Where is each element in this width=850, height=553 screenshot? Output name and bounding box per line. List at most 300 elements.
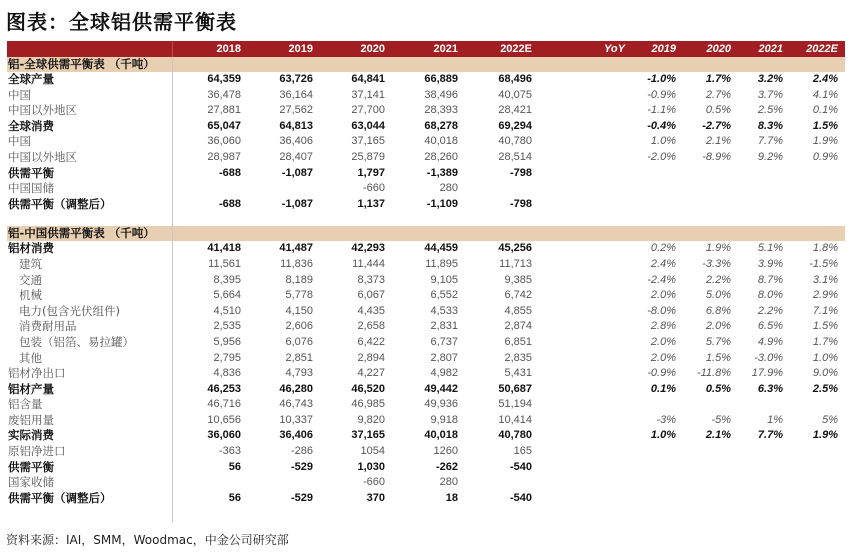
yoy-cell: [625, 397, 676, 413]
header-yoy-2019: 2019: [651, 43, 676, 55]
yoy-cell: -11.8%: [696, 367, 731, 380]
table-row: [7, 288, 845, 304]
row-label: 建筑: [19, 256, 42, 271]
row-label: 中国国储: [8, 181, 54, 196]
yoy-cell: 0.5%: [705, 382, 731, 395]
table-row: [7, 103, 845, 119]
table-row: [7, 273, 845, 289]
value-cell: 42,293: [351, 242, 385, 255]
yoy-cell: -5%: [711, 413, 731, 426]
header-yoy-2022e: 2022E: [806, 43, 838, 55]
header-label-cell: [7, 41, 165, 57]
table-row: [7, 397, 845, 413]
value-cell: 45,256: [498, 242, 532, 255]
yoy-cell: 5.7%: [705, 335, 731, 348]
yoy-cell: [783, 444, 838, 460]
value-cell: 11,895: [425, 257, 458, 270]
row-label: 中国以外地区: [8, 149, 77, 164]
yoy-spacer: [532, 491, 625, 507]
value-cell: 46,520: [351, 382, 385, 395]
value-cell: 11,713: [499, 257, 532, 270]
value-cell: -1,109: [426, 197, 458, 210]
value-cell: 46,253: [207, 382, 241, 395]
yoy-cell: 1.5%: [812, 119, 838, 132]
row-label: 电力(包含光伏组件): [19, 303, 120, 318]
yoy-cell: 2.1%: [705, 135, 731, 148]
value-cell: 4,227: [357, 367, 385, 380]
value-cell: 9,385: [504, 273, 532, 286]
yoy-cell: 9.0%: [812, 367, 838, 380]
value-cell: 8,395: [213, 273, 241, 286]
yoy-cell: -0.9%: [647, 88, 676, 101]
yoy-cell: [625, 181, 676, 197]
value-cell: 2,851: [285, 351, 313, 364]
value-cell: 6,742: [504, 289, 532, 302]
value-cell: 4,510: [213, 304, 241, 317]
yoy-cell: -8.0%: [647, 304, 676, 317]
value-cell: -540: [509, 491, 532, 504]
yoy-cell: 1.0%: [812, 351, 838, 364]
value-cell: 68,496: [498, 73, 532, 85]
yoy-spacer: [532, 103, 625, 119]
table-row: [7, 241, 845, 257]
row-label: 消费耐用品: [19, 319, 77, 334]
yoy-cell: 2.5%: [812, 382, 838, 395]
value-cell: 1,030: [357, 460, 385, 473]
china-rows: [7, 241, 845, 506]
yoy-cell: 9.2%: [757, 150, 783, 163]
header-year-2020: 2020: [360, 43, 385, 55]
yoy-cell: -0.4%: [647, 119, 676, 132]
yoy-cell: [676, 197, 731, 213]
table-row: [7, 150, 845, 166]
value-cell: 66,889: [424, 73, 458, 85]
row-label: 供需平衡（调整后）: [8, 196, 112, 211]
figure-title: 图表：全球铝供需平衡表: [6, 10, 237, 34]
value-cell: 46,743: [279, 398, 313, 411]
value-cell: 28,393: [424, 104, 458, 117]
yoy-cell: 1.7%: [812, 335, 838, 348]
value-cell: 2,606: [285, 320, 313, 333]
yoy-cell: [625, 475, 676, 491]
yoy-cell: 2.4%: [812, 73, 838, 85]
table-row: [7, 119, 845, 135]
row-label: 供需平衡: [8, 165, 54, 180]
table-row: [7, 428, 845, 444]
yoy-cell: 1.9%: [705, 242, 731, 255]
value-cell: 5,664: [213, 289, 241, 302]
value-cell: [165, 475, 241, 491]
value-cell: 37,165: [351, 135, 385, 148]
yoy-cell: [783, 166, 838, 182]
value-cell: 49,442: [424, 382, 458, 395]
header-column-divider: [172, 41, 173, 57]
value-cell: -1,087: [281, 166, 313, 179]
value-cell: 5,431: [504, 367, 532, 380]
yoy-spacer: [532, 288, 625, 304]
yoy-cell: 1.9%: [812, 429, 838, 442]
value-cell: 5,778: [285, 289, 313, 302]
value-cell: [165, 181, 241, 197]
yoy-cell: [731, 475, 783, 491]
global-rows: [7, 72, 845, 212]
yoy-cell: 2.0%: [650, 335, 676, 348]
yoy-cell: -1.1%: [647, 104, 676, 117]
yoy-spacer: [532, 119, 625, 135]
yoy-cell: 5%: [822, 413, 838, 426]
yoy-cell: [731, 197, 783, 213]
value-cell: -363: [218, 445, 241, 458]
yoy-spacer: [532, 475, 625, 491]
header-yoy-2020: 2020: [706, 43, 731, 55]
value-cell: 64,813: [279, 119, 313, 132]
yoy-spacer: [532, 319, 625, 335]
header-year-2022e: 2022E: [500, 43, 532, 55]
value-cell: 2,535: [213, 320, 241, 333]
row-label: 供需平衡（调整后）: [8, 490, 112, 505]
yoy-cell: 0.2%: [650, 242, 676, 255]
yoy-cell: -3%: [656, 413, 676, 426]
value-cell: 2,831: [430, 320, 458, 333]
row-label: 铝材产量: [8, 381, 54, 396]
yoy-cell: 1.5%: [705, 351, 731, 364]
value-cell: 11,444: [352, 257, 385, 270]
yoy-cell: 2.8%: [650, 320, 676, 333]
yoy-cell: 2.4%: [650, 257, 676, 270]
value-cell: 37,141: [351, 88, 385, 101]
row-label: 国家收储: [8, 475, 54, 490]
row-label: 废铝用量: [8, 412, 54, 427]
value-cell: 2,874: [504, 320, 532, 333]
yoy-cell: [783, 460, 838, 476]
value-cell: 65,047: [207, 119, 241, 132]
value-cell: 37,165: [351, 429, 385, 442]
yoy-cell: [731, 444, 783, 460]
yoy-cell: 5.0%: [705, 289, 731, 302]
value-cell: 36,060: [207, 135, 241, 148]
source-note: 资料来源：IAI，SMM，Woodmac，中金公司研究部: [6, 533, 289, 547]
value-cell: 25,879: [351, 150, 385, 163]
table-row: [7, 304, 845, 320]
table-row: [7, 413, 845, 429]
value-cell: -660: [362, 182, 385, 195]
value-cell: 44,459: [424, 242, 458, 255]
value-cell: 63,726: [279, 73, 313, 85]
row-label: 全球产量: [8, 72, 54, 86]
row-label: 包装（铝箔、易拉罐）: [19, 334, 134, 349]
value-cell: 2,894: [357, 351, 385, 364]
value-cell: 41,418: [207, 242, 241, 255]
value-cell: 2,835: [504, 351, 532, 364]
value-cell: 28,421: [498, 104, 532, 117]
section-title-china: 铝-中国供需平衡表 （千吨）: [8, 226, 155, 241]
yoy-spacer: [532, 428, 625, 444]
table-row: [7, 491, 845, 507]
yoy-cell: 2.7%: [705, 88, 731, 101]
value-cell: -262: [435, 460, 458, 473]
yoy-spacer: [532, 241, 625, 257]
value-cell: 8,189: [285, 273, 313, 286]
table-header-row: [7, 41, 845, 57]
value-cell: 9,820: [357, 413, 385, 426]
value-cell: 4,150: [285, 304, 313, 317]
yoy-cell: [731, 491, 783, 507]
yoy-cell: [625, 166, 676, 182]
value-cell: 49,936: [424, 398, 458, 411]
yoy-spacer: [532, 413, 625, 429]
yoy-spacer: [532, 304, 625, 320]
value-cell: 36,164: [279, 88, 313, 101]
header-year-2021: 2021: [433, 43, 458, 55]
value-cell: 8,373: [357, 273, 385, 286]
yoy-cell: -8.9%: [702, 150, 731, 163]
value-cell: [241, 181, 313, 197]
value-cell: 46,716: [207, 398, 241, 411]
yoy-cell: 3.2%: [757, 73, 783, 85]
yoy-spacer: [532, 72, 625, 88]
yoy-cell: -3.3%: [702, 257, 731, 270]
value-cell: 36,406: [279, 135, 313, 148]
row-label: 实际消费: [8, 428, 54, 443]
yoy-cell: 6.5%: [757, 320, 783, 333]
yoy-cell: 1.7%: [705, 73, 731, 85]
row-label: 铝材消费: [8, 241, 54, 256]
value-cell: 68,278: [424, 119, 458, 132]
value-cell: 28,407: [279, 150, 313, 163]
column-divider: [172, 41, 173, 522]
value-cell: 2,795: [213, 351, 241, 364]
value-cell: 46,985: [351, 398, 385, 411]
yoy-cell: 7.7%: [757, 135, 783, 148]
value-cell: 40,075: [498, 88, 532, 101]
yoy-cell: 17.9%: [751, 367, 783, 380]
yoy-cell: [625, 197, 676, 213]
value-cell: 56: [228, 460, 241, 473]
yoy-cell: 2.0%: [705, 320, 731, 333]
header-year-2019: 2019: [288, 43, 313, 55]
value-cell: 2,807: [430, 351, 458, 364]
value-cell: [458, 181, 532, 197]
value-cell: -688: [218, 197, 241, 210]
yoy-cell: -0.9%: [647, 367, 676, 380]
yoy-cell: [676, 460, 731, 476]
value-cell: 280: [439, 476, 458, 489]
yoy-spacer: [532, 351, 625, 367]
value-cell: 41,487: [279, 242, 313, 255]
value-cell: 36,406: [279, 429, 313, 442]
value-cell: -529: [290, 460, 313, 473]
yoy-cell: 2.0%: [650, 289, 676, 302]
yoy-spacer: [532, 181, 625, 197]
value-cell: 28,514: [498, 150, 532, 163]
yoy-cell: 0.1%: [812, 104, 838, 117]
value-cell: 40,018: [424, 135, 458, 148]
table-row: [7, 382, 845, 398]
value-cell: 1,137: [357, 197, 385, 210]
value-cell: 6,552: [430, 289, 458, 302]
value-cell: 165: [513, 445, 532, 458]
value-cell: -660: [362, 476, 385, 489]
yoy-spacer: [532, 150, 625, 166]
yoy-spacer: [532, 88, 625, 104]
yoy-cell: 2.0%: [650, 351, 676, 364]
value-cell: 40,780: [498, 429, 532, 442]
yoy-cell: [783, 181, 838, 197]
yoy-spacer: [532, 197, 625, 213]
value-cell: 36,478: [207, 88, 241, 101]
yoy-cell: [676, 475, 731, 491]
row-label: 中国: [8, 87, 31, 102]
aluminum-balance-table: [7, 41, 845, 506]
yoy-cell: [783, 197, 838, 213]
table-row: [7, 460, 845, 476]
table-row: [7, 88, 845, 104]
yoy-cell: [731, 397, 783, 413]
value-cell: 40,780: [498, 135, 532, 148]
value-cell: [241, 475, 313, 491]
value-cell: 36,060: [207, 429, 241, 442]
value-cell: 27,562: [279, 104, 313, 117]
yoy-cell: 8.0%: [757, 289, 783, 302]
yoy-cell: 1%: [767, 413, 783, 426]
yoy-spacer: [532, 397, 625, 413]
value-cell: 11,561: [208, 257, 241, 270]
row-label: 其他: [19, 350, 42, 365]
row-label: 中国: [8, 134, 31, 149]
yoy-cell: [731, 181, 783, 197]
table-row: [7, 366, 845, 382]
yoy-cell: 3.9%: [757, 257, 783, 270]
yoy-spacer: [532, 257, 625, 273]
yoy-cell: 6.8%: [705, 304, 731, 317]
value-cell: 1,797: [357, 166, 385, 179]
yoy-spacer: [532, 382, 625, 398]
value-cell: 28,260: [424, 150, 458, 163]
value-cell: 27,700: [351, 104, 385, 117]
row-label: 铝含量: [8, 397, 43, 412]
value-cell: 370: [366, 491, 385, 504]
value-cell: 5,956: [213, 335, 241, 348]
yoy-cell: 8.7%: [757, 273, 783, 286]
yoy-cell: [783, 491, 838, 507]
value-cell: 6,737: [430, 335, 458, 348]
yoy-cell: -1.5%: [809, 257, 838, 270]
yoy-cell: [731, 166, 783, 182]
yoy-cell: [676, 444, 731, 460]
row-label: 交通: [19, 272, 42, 287]
yoy-cell: -2.4%: [647, 273, 676, 286]
table-row: [7, 351, 845, 367]
value-cell: 4,855: [504, 304, 532, 317]
yoy-cell: 2.1%: [705, 429, 731, 442]
yoy-cell: [783, 475, 838, 491]
value-cell: 1054: [360, 445, 385, 458]
value-cell: -688: [218, 166, 241, 179]
yoy-cell: [676, 166, 731, 182]
yoy-cell: 1.9%: [812, 135, 838, 148]
value-cell: 6,422: [357, 335, 385, 348]
section-gap: [7, 212, 845, 226]
value-cell: 64,359: [207, 73, 241, 85]
value-cell: -540: [509, 460, 532, 473]
value-cell: 2,658: [357, 320, 385, 333]
table-row: [7, 335, 845, 351]
yoy-cell: 1.0%: [650, 135, 676, 148]
yoy-cell: [783, 397, 838, 413]
value-cell: -1,087: [281, 197, 313, 210]
header-yoy-2021: 2021: [758, 43, 783, 55]
table-row: [7, 319, 845, 335]
value-cell: 56: [228, 491, 241, 504]
yoy-cell: 1.0%: [650, 429, 676, 442]
yoy-cell: [731, 460, 783, 476]
yoy-spacer: [532, 335, 625, 351]
value-cell: 4,435: [357, 304, 385, 317]
value-cell: 10,414: [498, 413, 532, 426]
row-label: 全球消费: [8, 118, 54, 133]
yoy-cell: 8.3%: [757, 119, 783, 132]
yoy-cell: 2.2%: [757, 304, 783, 317]
section-title-global: 铝-全球供需平衡表 （千吨）: [8, 57, 155, 71]
yoy-spacer: [532, 366, 625, 382]
value-cell: 9,918: [430, 413, 458, 426]
value-cell: 64,841: [351, 73, 385, 85]
value-cell: 4,793: [285, 367, 313, 380]
yoy-spacer: [532, 444, 625, 460]
value-cell: 50,687: [498, 382, 532, 395]
yoy-cell: 2.9%: [812, 289, 838, 302]
yoy-cell: 1.8%: [812, 242, 838, 255]
value-cell: 11,836: [280, 257, 313, 270]
value-cell: 27,881: [207, 104, 241, 117]
row-label: 机械: [19, 288, 42, 303]
row-label: 原铝净进口: [8, 444, 66, 459]
yoy-cell: 6.3%: [757, 382, 783, 395]
yoy-cell: 1.5%: [812, 320, 838, 333]
yoy-cell: -3.0%: [754, 351, 783, 364]
yoy-cell: 0.1%: [650, 382, 676, 395]
yoy-cell: 4.9%: [757, 335, 783, 348]
yoy-cell: 0.5%: [705, 104, 731, 117]
table-row: [7, 257, 845, 273]
yoy-cell: [625, 460, 676, 476]
table-row: [7, 181, 845, 197]
yoy-cell: 5.1%: [757, 242, 783, 255]
value-cell: -286: [290, 445, 313, 458]
value-cell: -798: [509, 197, 532, 210]
value-cell: 6,076: [285, 335, 313, 348]
yoy-cell: 7.1%: [812, 304, 838, 317]
value-cell: [458, 475, 532, 491]
header-year-2018: 2018: [216, 43, 241, 55]
value-cell: 9,105: [430, 273, 458, 286]
value-cell: 1260: [433, 445, 458, 458]
yoy-cell: -2.7%: [702, 119, 731, 132]
value-cell: -1,389: [426, 166, 458, 179]
value-cell: -529: [290, 491, 313, 504]
yoy-cell: [625, 491, 676, 507]
value-cell: 6,851: [504, 335, 532, 348]
table-row: [7, 197, 845, 213]
value-cell: 18: [445, 491, 458, 504]
value-cell: 63,044: [351, 119, 385, 132]
yoy-cell: 3.7%: [757, 88, 783, 101]
yoy-cell: [676, 181, 731, 197]
table-row: [7, 475, 845, 491]
yoy-cell: 2.5%: [757, 104, 783, 117]
value-cell: 46,280: [279, 382, 313, 395]
yoy-cell: [676, 491, 731, 507]
